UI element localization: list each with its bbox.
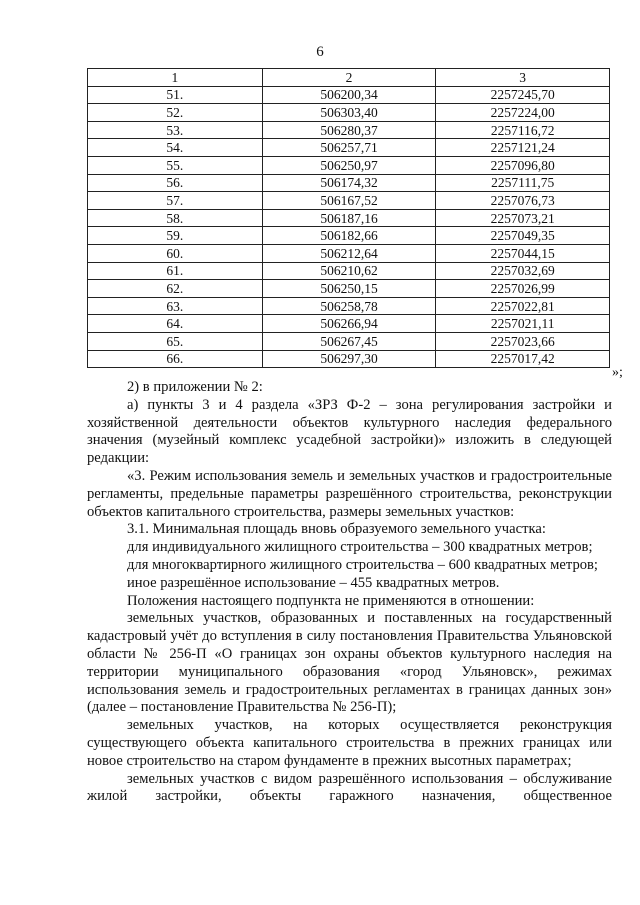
- table-cell: 2257032,69: [436, 262, 610, 280]
- table-cell: 66.: [88, 350, 263, 368]
- table-cell: 506258,78: [262, 297, 436, 315]
- table-row: [88, 139, 610, 157]
- table-cell: 2257026,99: [436, 280, 610, 298]
- table-row: [88, 280, 610, 298]
- table-row: [88, 192, 610, 210]
- table-cell: 64.: [88, 315, 263, 333]
- table-cell: 506212,64: [262, 244, 436, 262]
- paragraph-other-use: иное разрешённое использование – 455 квадратных метров.: [127, 574, 500, 591]
- table-row: [88, 227, 610, 245]
- table-cell: 2257111,75: [436, 174, 610, 192]
- table-row: [88, 174, 610, 192]
- table-cell: 2257023,66: [436, 332, 610, 350]
- table-row: [88, 262, 610, 280]
- table-cell: 506250,97: [262, 156, 436, 174]
- paragraph-cadastral: земельных участков, образованных и поставленных на государственный кадастровый учёт до вступления в силу постановления Правительства Ульяновской области № 256-П «О границах зон охраны объектов культурного наследия на территории муниципального образования «город Ульяновск», режимах использования земель и градостроительных регламентах в границах данных зон» (далее – постановление Правительства № 256-П);: [87, 610, 612, 716]
- table-cell: 61.: [88, 262, 263, 280]
- table-row: [88, 332, 610, 350]
- page-number: 6: [316, 44, 324, 60]
- table-cell: 2257021,11: [436, 315, 610, 333]
- table-cell: 506250,15: [262, 280, 436, 298]
- paragraph-apartment-housing: для многоквартирного жилищного строительства – 600 квадратных метров;: [127, 556, 598, 573]
- table-cell: 63.: [88, 297, 263, 315]
- table-cell: 506187,16: [262, 209, 436, 227]
- table-row: [88, 104, 610, 122]
- table-row: [88, 121, 610, 139]
- paragraph-appendix-2: 2) в приложении № 2:: [127, 379, 263, 395]
- table-cell: 506200,34: [262, 86, 436, 104]
- table-row: [88, 156, 610, 174]
- table-cell: 1: [88, 69, 263, 87]
- table-cell: 2257073,21: [436, 209, 610, 227]
- table-row: [88, 315, 610, 333]
- table-cell: 54.: [88, 139, 263, 157]
- document-body: [87, 379, 612, 806]
- table-cell: 2257245,70: [436, 86, 610, 104]
- table-cell: 53.: [88, 121, 263, 139]
- table-cell: 2257017,42: [436, 350, 610, 368]
- table-row: [88, 86, 610, 104]
- table-row: [88, 244, 610, 262]
- paragraph-3-1: 3.1. Минимальная площадь вновь образуемого земельного участка:: [127, 521, 546, 538]
- table-row: [88, 350, 610, 368]
- table-cell: 3: [436, 69, 610, 87]
- coordinates-table: [87, 68, 610, 368]
- table-cell: 57.: [88, 192, 263, 210]
- table-cell: 2: [262, 69, 436, 87]
- table-row: [88, 209, 610, 227]
- table-cell: 506266,94: [262, 315, 436, 333]
- table-cell: 52.: [88, 104, 263, 122]
- table-cell: 506174,32: [262, 174, 436, 192]
- paragraph-section-3: «3. Режим использования земель и земельных участков и градостроительные регламенты, предельные параметры разрешённого строительства, реконструкции объектов капитального строительства, размеры земельных участков:: [87, 467, 612, 520]
- table-cell: 60.: [88, 244, 263, 262]
- table-cell: 2257022,81: [436, 297, 610, 315]
- table-cell: 506167,52: [262, 192, 436, 210]
- table-cell: 59.: [88, 227, 263, 245]
- paragraph-reconstruction: земельных участков, на которых осуществляется реконструкция существующего объекта капитального строительства в прежних границах или новое строительство на старом фундаменте в прежних высотных параметрах;: [87, 717, 612, 769]
- table-cell: 2257076,73: [436, 192, 610, 210]
- paragraph-permitted-use: земельных участков с видом разрешённого использования – обслуживание жилой застройки, объекты гаражного назначения, общественное: [87, 770, 612, 805]
- table-cell: 506182,66: [262, 227, 436, 245]
- table-cell: 506303,40: [262, 104, 436, 122]
- paragraph-individual-housing: для индивидуального жилищного строительства – 300 квадратных метров;: [127, 539, 593, 556]
- paragraph-item-a: а) пункты 3 и 4 раздела «ЗРЗ Ф-2 – зона регулирования застройки и хозяйственной деятельности объектов культурного наследия федерального значения (музейный комплекс усадебной застройки)» изложить в следующей редакции:: [87, 396, 612, 467]
- table-cell: 65.: [88, 332, 263, 350]
- table-cell: 2257044,15: [436, 244, 610, 262]
- table-cell: 2257116,72: [436, 121, 610, 139]
- paragraph-exceptions: Положения настоящего подпункта не применяются в отношении:: [127, 592, 535, 609]
- table-cell: 506210,62: [262, 262, 436, 280]
- table-cell: 506257,71: [262, 139, 436, 157]
- table-cell: 506267,45: [262, 332, 436, 350]
- table-cell: 2257096,80: [436, 156, 610, 174]
- table-cell: 506280,37: [262, 121, 436, 139]
- table-cell: 2257224,00: [436, 104, 610, 122]
- table-cell: 51.: [88, 86, 263, 104]
- table-cell: 506297,30: [262, 350, 436, 368]
- table-cell: 2257121,24: [436, 139, 610, 157]
- table-cell: 58.: [88, 209, 263, 227]
- table-row: [88, 297, 610, 315]
- table-header-row: [88, 69, 610, 87]
- table-cell: 55.: [88, 156, 263, 174]
- table-cell: 2257049,35: [436, 227, 610, 245]
- table-cell: 62.: [88, 280, 263, 298]
- table-cell: 56.: [88, 174, 263, 192]
- table-closing-quote: »;: [612, 365, 623, 380]
